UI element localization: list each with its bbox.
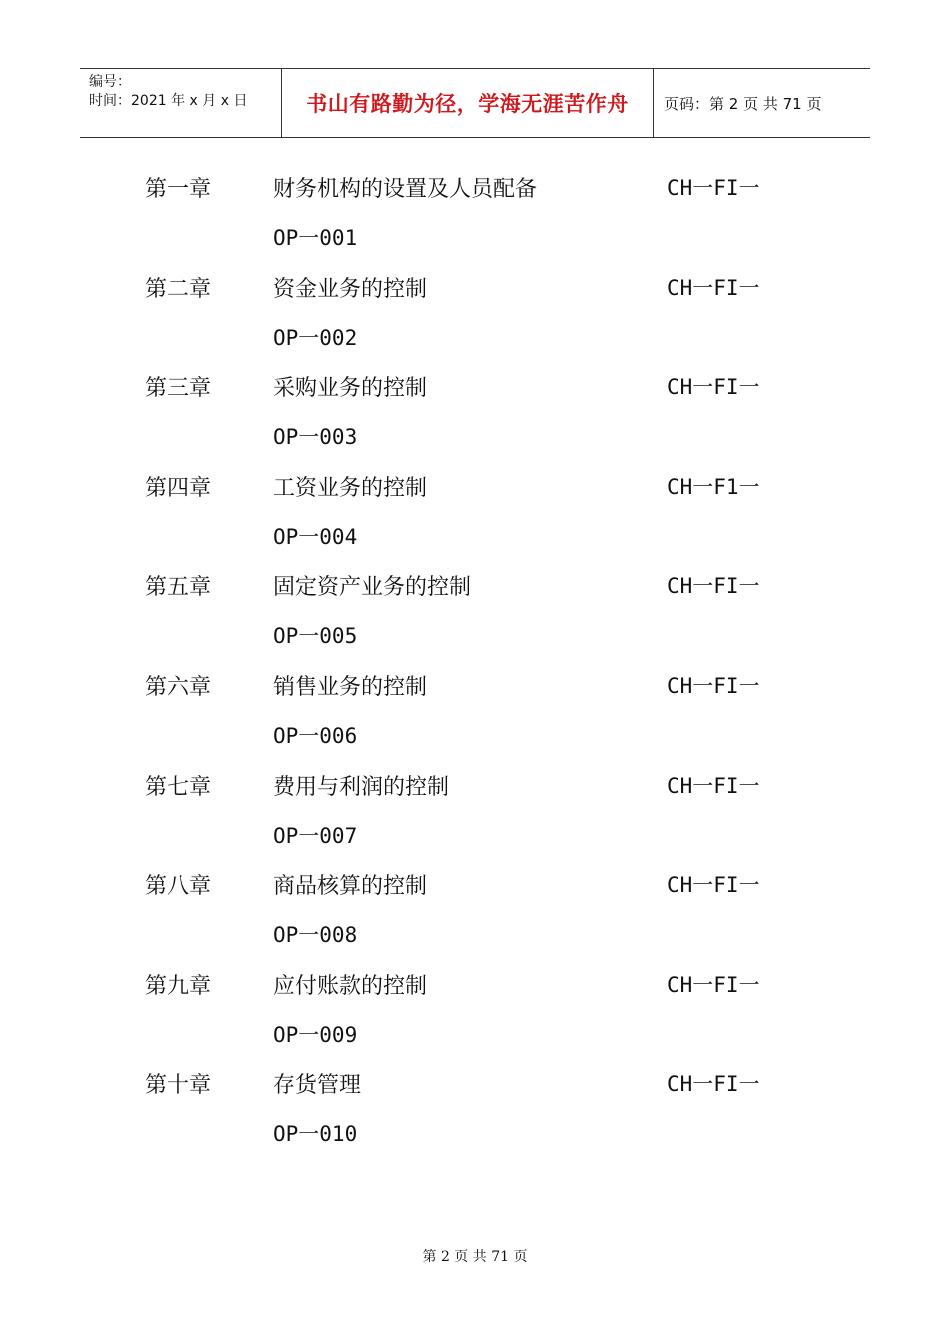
toc-code-suffix: OP一002 [273, 326, 358, 350]
toc-chapter: 第八章 [145, 874, 212, 899]
toc-code-suffix: OP一005 [273, 624, 358, 648]
toc-code-prefix: CH一F1一 [667, 475, 760, 499]
toc-chapter: 第一章 [145, 177, 212, 202]
header-page-label: 页码：第 2 页 共 71 页 [664, 94, 822, 113]
toc-chapter: 第十章 [145, 1073, 212, 1098]
toc-code-suffix: OP一008 [273, 923, 358, 947]
toc-chapter: 第五章 [145, 575, 212, 600]
toc-code-prefix: CH一FI一 [667, 973, 760, 997]
toc-code-prefix: CH一FI一 [667, 276, 760, 300]
toc-code-prefix: CH一FI一 [667, 873, 760, 897]
toc-code-prefix: CH一FI一 [667, 375, 760, 399]
toc-entry [0, 272, 950, 350]
toc-entry [0, 371, 950, 449]
toc-entry [0, 770, 950, 848]
footer-page-number: 第 2 页 共 71 页 [422, 1249, 528, 1265]
toc-title: 应付账款的控制 [273, 974, 428, 999]
header-motto: 书山有路勤为径，学海无涯苦作舟 [306, 92, 629, 116]
toc-chapter: 第四章 [145, 476, 212, 501]
toc-code-prefix: CH一FI一 [667, 574, 760, 598]
toc-title: 销售业务的控制 [273, 675, 428, 700]
toc-code-suffix: OP一007 [273, 824, 358, 848]
toc-title: 财务机构的设置及人员配备 [273, 177, 538, 202]
toc-chapter: 第六章 [145, 675, 212, 700]
page-footer [0, 1246, 950, 1266]
toc-title: 工资业务的控制 [273, 476, 428, 501]
toc-code-suffix: OP一004 [273, 525, 358, 549]
toc-title: 商品核算的控制 [273, 874, 428, 899]
toc-title: 固定资产业务的控制 [273, 575, 472, 600]
page-header [80, 68, 870, 138]
toc-code-suffix: OP一003 [273, 425, 358, 449]
toc-chapter: 第二章 [145, 277, 212, 302]
toc-entry [0, 471, 950, 549]
toc-code-suffix: OP一006 [273, 724, 358, 748]
toc-entry [0, 670, 950, 748]
toc-code-prefix: CH一FI一 [667, 176, 760, 200]
header-meta [80, 69, 281, 137]
document-time-label: 时间：2021 年 x 月 x 日 [89, 93, 248, 109]
toc-code-suffix: OP一001 [273, 226, 358, 250]
header-motto-cell [281, 69, 654, 137]
toc-entry [0, 1068, 950, 1146]
toc-code-prefix: CH一FI一 [667, 1072, 760, 1096]
toc-title: 采购业务的控制 [273, 376, 428, 401]
toc-entry [0, 570, 950, 648]
toc-title: 存货管理 [273, 1073, 362, 1098]
toc-title: 资金业务的控制 [273, 277, 428, 302]
toc-entry [0, 969, 950, 1047]
toc-chapter: 第三章 [145, 376, 212, 401]
toc-entry [0, 172, 950, 250]
toc-entry [0, 869, 950, 947]
document-number-label: 编号： [89, 74, 131, 90]
toc-chapter: 第七章 [145, 775, 212, 800]
toc-code-suffix: OP一010 [273, 1122, 358, 1146]
toc-code-prefix: CH一FI一 [667, 674, 760, 698]
toc-code-prefix: CH一FI一 [667, 774, 760, 798]
toc-title: 费用与利润的控制 [273, 775, 450, 800]
toc-code-suffix: OP一009 [273, 1023, 358, 1047]
header-page-cell [654, 69, 870, 137]
toc-chapter: 第九章 [145, 974, 212, 999]
